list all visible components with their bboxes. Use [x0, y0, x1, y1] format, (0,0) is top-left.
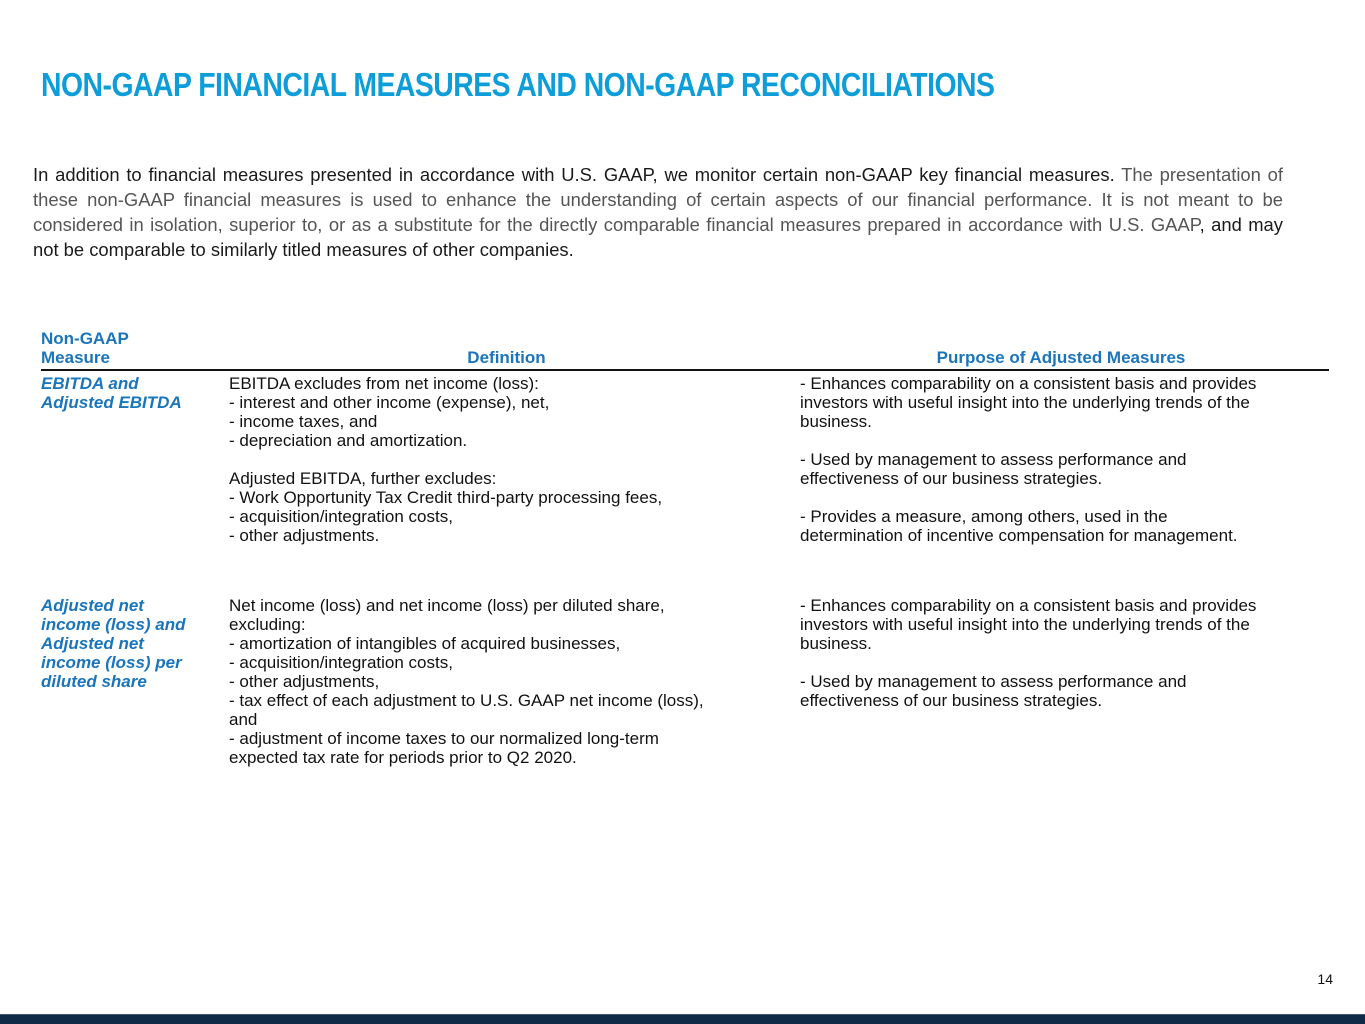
cell-line: - Used by management to assess performance and	[800, 450, 1187, 469]
intro-text-1: In addition to financial measures presented in accordance with U.S. GAAP, we monitor certain non-GAAP key financial measures.	[33, 164, 1115, 185]
intro-text-3: , and may not be comparable to similarly titled measures of other companies.	[33, 214, 1283, 260]
cell-line: investors with useful insight into the underlying trends of the	[800, 615, 1250, 634]
header-measure	[41, 329, 221, 367]
footer-bar	[0, 1014, 1365, 1024]
cell-line: - acquisition/integration costs,	[229, 653, 453, 672]
cell-line: - income taxes, and	[229, 412, 378, 431]
cell-line: - acquisition/integration costs,	[229, 507, 453, 526]
measure-cell	[41, 374, 221, 412]
cell-line: business.	[800, 634, 872, 653]
cell-line: EBITDA excludes from net income (loss):	[229, 374, 539, 393]
cell-line: - Enhances comparability on a consistent basis and provides	[800, 596, 1257, 615]
cell-line: diluted share	[41, 672, 147, 691]
page-title: NON-GAAP FINANCIAL MEASURES AND NON-GAAP RECONCILIATIONS	[41, 66, 995, 103]
cell-line: Adjusted net	[41, 596, 144, 615]
cell-line: - Provides a measure, among others, used in the	[800, 507, 1168, 526]
cell-line: income (loss) per	[41, 653, 182, 672]
cell-line: expected tax rate for periods prior to Q2 2020.	[229, 748, 577, 767]
cell-line: - tax effect of each adjustment to U.S. GAAP net income (loss),	[229, 691, 704, 710]
cell-line: - interest and other income (expense), net,	[229, 393, 550, 412]
table-row-ebitda	[41, 374, 1329, 596]
cell-line: Adjusted net	[41, 634, 144, 653]
cell-line: Adjusted EBITDA	[41, 393, 182, 412]
cell-line: - Used by management to assess performance and	[800, 672, 1187, 691]
cell-line: effectiveness of our business strategies.	[800, 691, 1103, 710]
cell-line: EBITDA and	[41, 374, 139, 393]
cell-line: income (loss) and	[41, 615, 186, 634]
page-number: 14	[1317, 971, 1333, 987]
cell-line: Adjusted EBITDA, further excludes:	[229, 469, 497, 488]
cell-line: - other adjustments,	[229, 672, 380, 691]
cell-line: business.	[800, 412, 872, 431]
cell-line	[229, 450, 789, 469]
cell-line: determination of incentive compensation for management.	[800, 526, 1238, 545]
intro-paragraph	[33, 162, 1283, 262]
cell-line: - Work Opportunity Tax Credit third-party processing fees,	[229, 488, 663, 507]
non-gaap-table	[41, 328, 1329, 786]
cell-line: - adjustment of income taxes to our normalized long-term	[229, 729, 659, 748]
definition-cell	[229, 596, 789, 767]
cell-line: - amortization of intangibles of acquired businesses,	[229, 634, 621, 653]
intro-text-2: The presentation of these non-GAAP financial measures is used to enhance the understanding of certain aspects of our financial performance. It is not meant to be considered in isolation, superior to, or as a substitute for the directly comparable financial measures prepared in accordance with U.S. GAAP	[33, 164, 1283, 235]
cell-line: - other adjustments.	[229, 526, 380, 545]
header-definition: Definition	[467, 348, 546, 367]
header-purpose: Purpose of Adjusted Measures	[936, 348, 1186, 367]
cell-line	[800, 488, 1320, 507]
table-row-adjusted-net-income	[41, 596, 1329, 786]
cell-line: - Enhances comparability on a consistent basis and provides	[800, 374, 1257, 393]
definition-cell	[229, 374, 789, 545]
cell-line	[800, 653, 1320, 672]
cell-line: excluding:	[229, 615, 306, 634]
cell-line: investors with useful insight into the underlying trends of the	[800, 393, 1250, 412]
cell-line: effectiveness of our business strategies.	[800, 469, 1103, 488]
header-measure-line2: Measure	[41, 348, 110, 367]
purpose-cell	[800, 374, 1320, 545]
measure-cell	[41, 596, 221, 691]
cell-line: - depreciation and amortization.	[229, 431, 468, 450]
cell-line: Net income (loss) and net income (loss) per diluted share,	[229, 596, 665, 615]
cell-line	[800, 431, 1320, 450]
header-measure-line1: Non-GAAP	[41, 329, 129, 348]
table-header	[41, 328, 1329, 371]
purpose-cell	[800, 596, 1320, 710]
cell-line: and	[229, 710, 258, 729]
